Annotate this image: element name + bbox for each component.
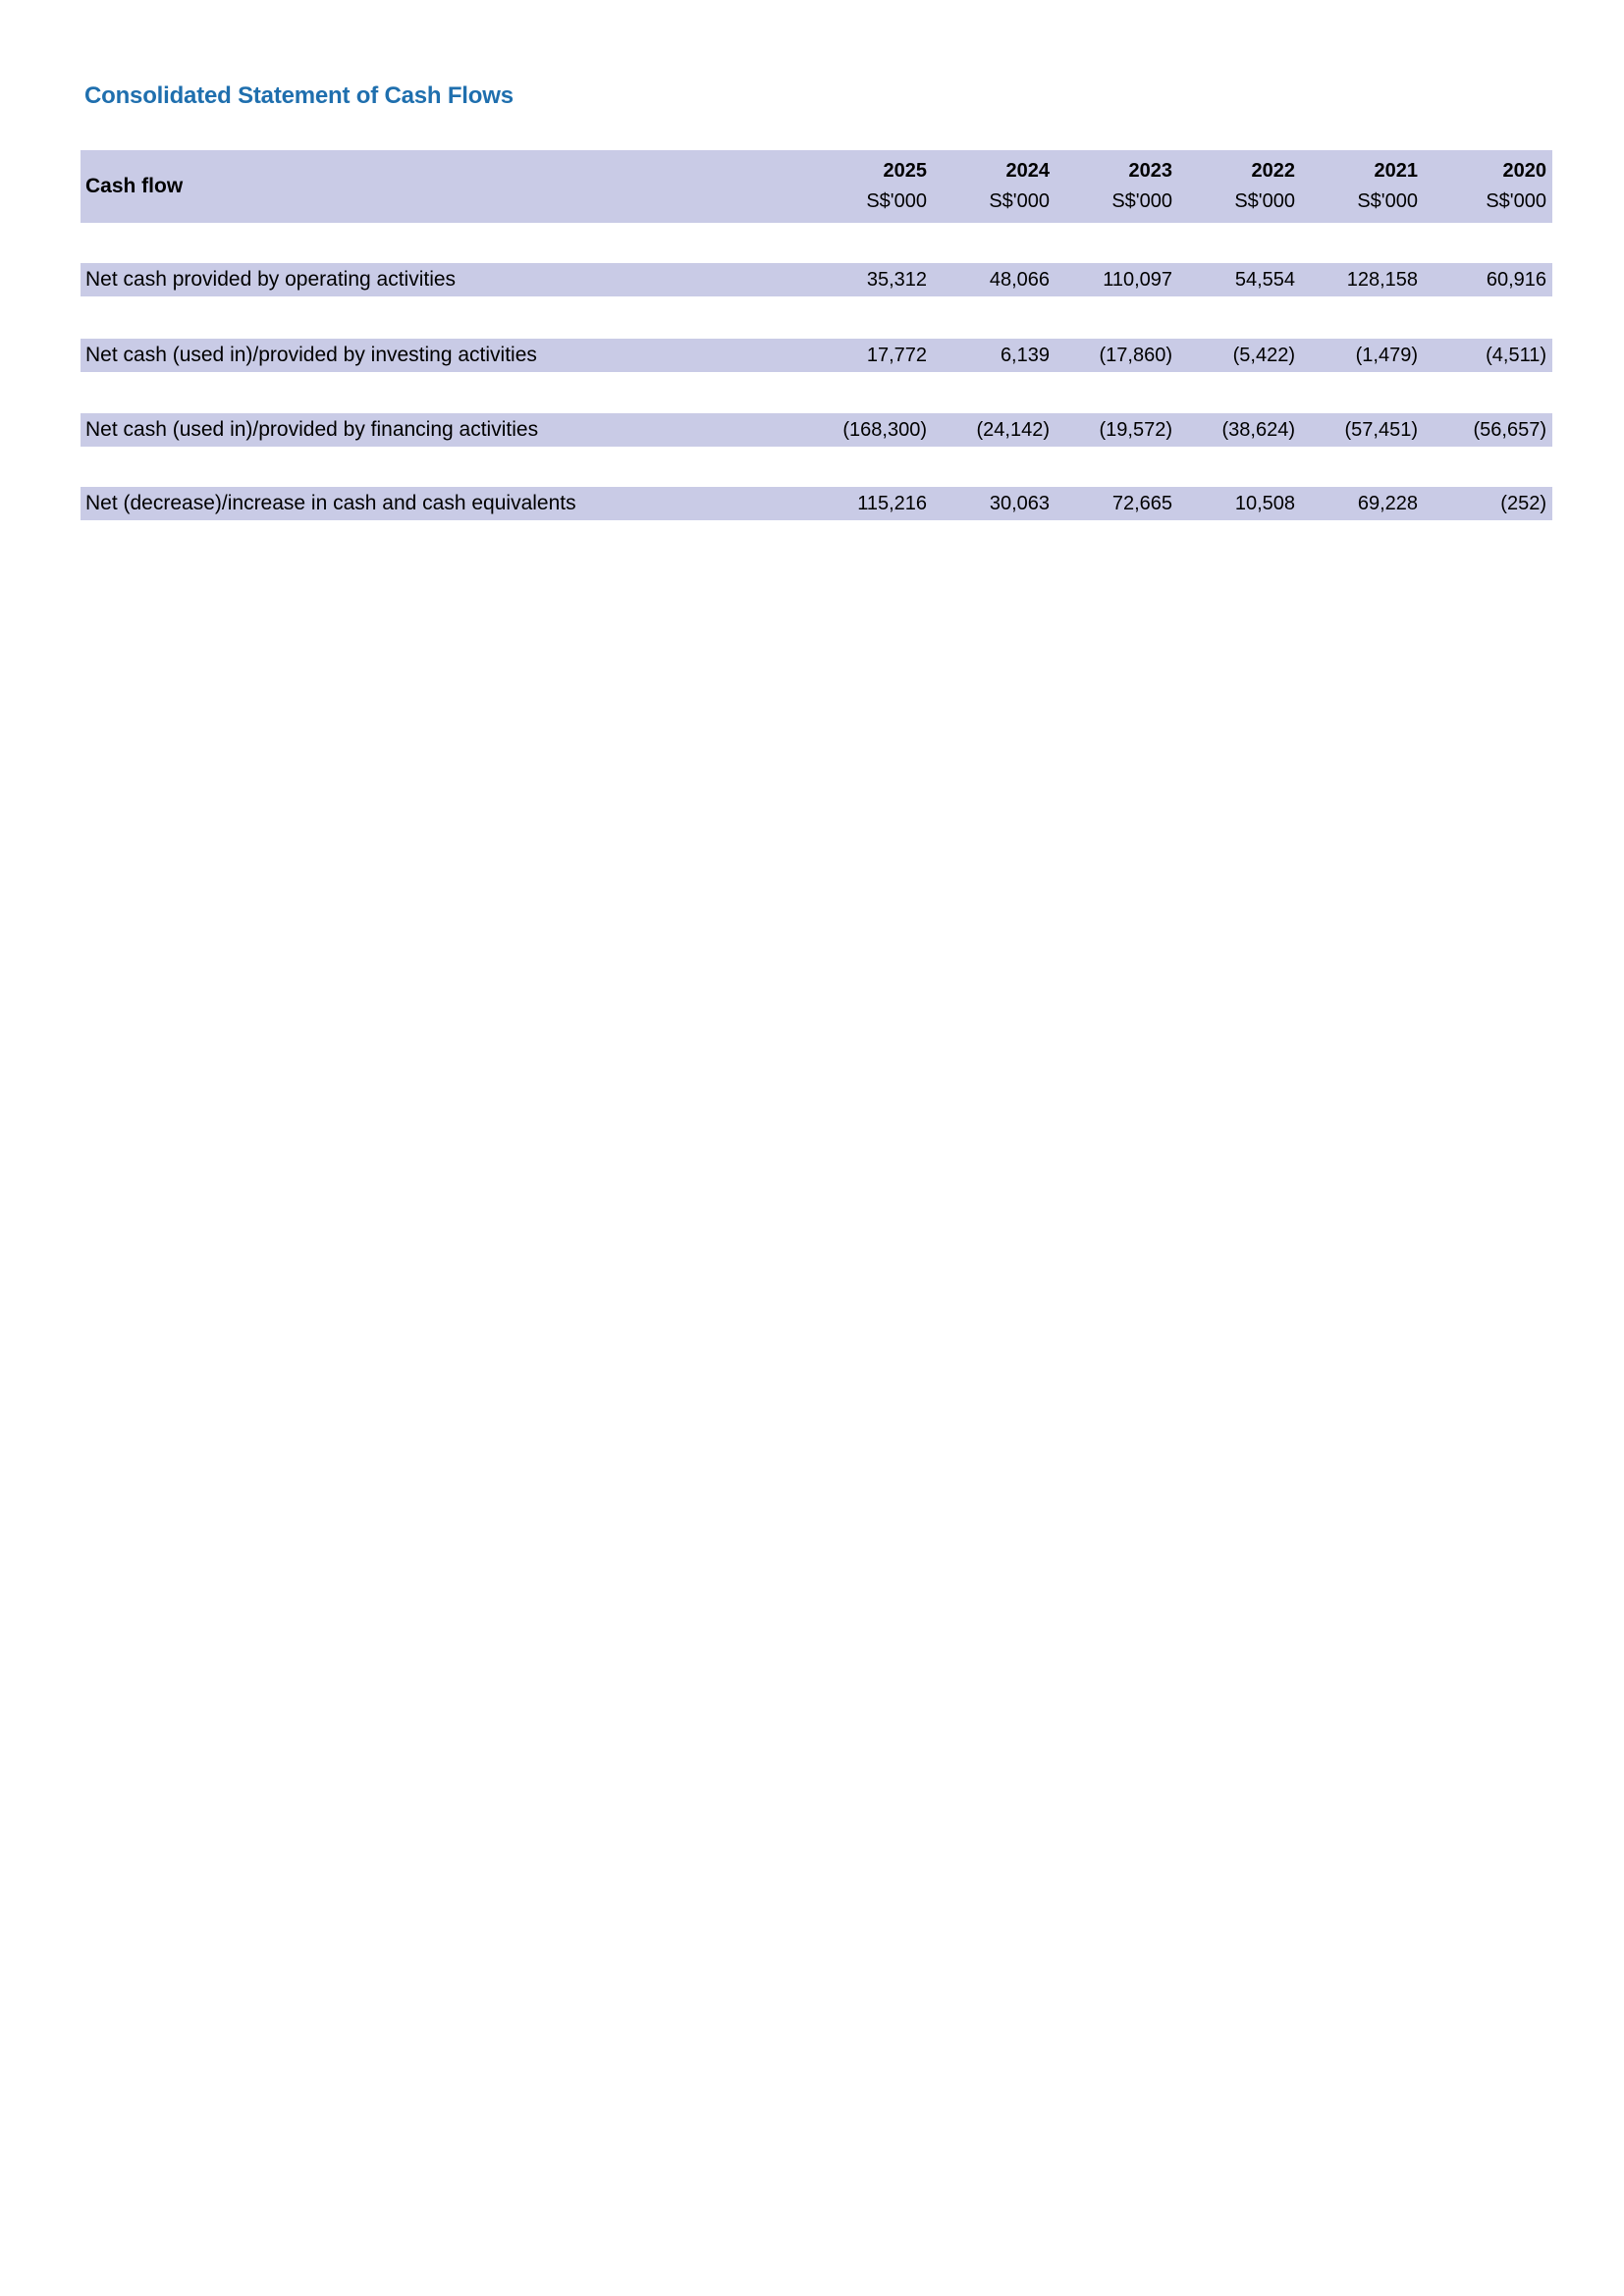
column-header bbox=[1057, 160, 1180, 213]
table-cell: (5,422) bbox=[1232, 344, 1295, 366]
row-label: Net cash provided by operating activities bbox=[85, 268, 457, 291]
column-unit: S$'000 bbox=[1234, 190, 1295, 212]
table-cell: (1,479) bbox=[1355, 344, 1418, 366]
column-year: 2023 bbox=[1128, 160, 1172, 182]
table-header-row bbox=[81, 150, 1552, 223]
table-row bbox=[81, 487, 1552, 520]
table-cell: (19,572) bbox=[1099, 418, 1172, 441]
table-cell: (4,511) bbox=[1486, 344, 1546, 366]
table-row bbox=[81, 339, 1552, 372]
table-cell: 72,665 bbox=[1111, 492, 1172, 514]
table-cell: 17,772 bbox=[866, 344, 927, 366]
column-unit: S$'000 bbox=[989, 190, 1050, 212]
column-unit: S$'000 bbox=[1111, 190, 1172, 212]
table-cell: (168,300) bbox=[842, 418, 927, 441]
table-cell: 48,066 bbox=[989, 268, 1050, 291]
column-year: 2022 bbox=[1251, 160, 1295, 182]
column-header bbox=[1180, 160, 1303, 213]
table-cell: 30,063 bbox=[989, 492, 1050, 514]
column-header bbox=[812, 160, 935, 213]
table-cell: (252) bbox=[1500, 492, 1546, 514]
table-cell: (57,451) bbox=[1344, 418, 1418, 441]
table-cell: 60,916 bbox=[1486, 268, 1546, 291]
table-cell: 69,228 bbox=[1357, 492, 1418, 514]
column-year: 2020 bbox=[1502, 160, 1546, 182]
table-cell: 110,097 bbox=[1103, 268, 1172, 291]
table-cell: (56,657) bbox=[1473, 418, 1546, 441]
column-year: 2021 bbox=[1374, 160, 1418, 182]
column-year: 2024 bbox=[1005, 160, 1050, 182]
column-header bbox=[1426, 160, 1552, 213]
column-header bbox=[935, 160, 1057, 213]
table-cell: (17,860) bbox=[1099, 344, 1172, 366]
table-cell: 128,158 bbox=[1346, 268, 1418, 291]
row-label: Net cash (used in)/provided by investing activities bbox=[85, 344, 537, 366]
label-column-header: Cash flow bbox=[85, 175, 184, 197]
column-unit: S$'000 bbox=[866, 190, 927, 212]
table-cell: 6,139 bbox=[1000, 344, 1050, 366]
column-header bbox=[1303, 160, 1426, 213]
column-unit: S$'000 bbox=[1357, 190, 1418, 212]
table-cell: 10,508 bbox=[1234, 492, 1295, 514]
row-label: Net (decrease)/increase in cash and cash equivalents bbox=[85, 492, 576, 514]
table-row bbox=[81, 413, 1552, 447]
column-unit: S$'000 bbox=[1486, 190, 1546, 212]
page-title: Consolidated Statement of Cash Flows bbox=[84, 82, 514, 109]
table-cell: 35,312 bbox=[866, 268, 927, 291]
row-label: Net cash (used in)/provided by financing activities bbox=[85, 418, 539, 441]
table-cell: (38,624) bbox=[1221, 418, 1295, 441]
table-cell: 54,554 bbox=[1234, 268, 1295, 291]
column-year: 2025 bbox=[883, 160, 927, 182]
table-cell: (24,142) bbox=[976, 418, 1050, 441]
table-cell: 115,216 bbox=[857, 492, 927, 514]
table-row bbox=[81, 263, 1552, 296]
